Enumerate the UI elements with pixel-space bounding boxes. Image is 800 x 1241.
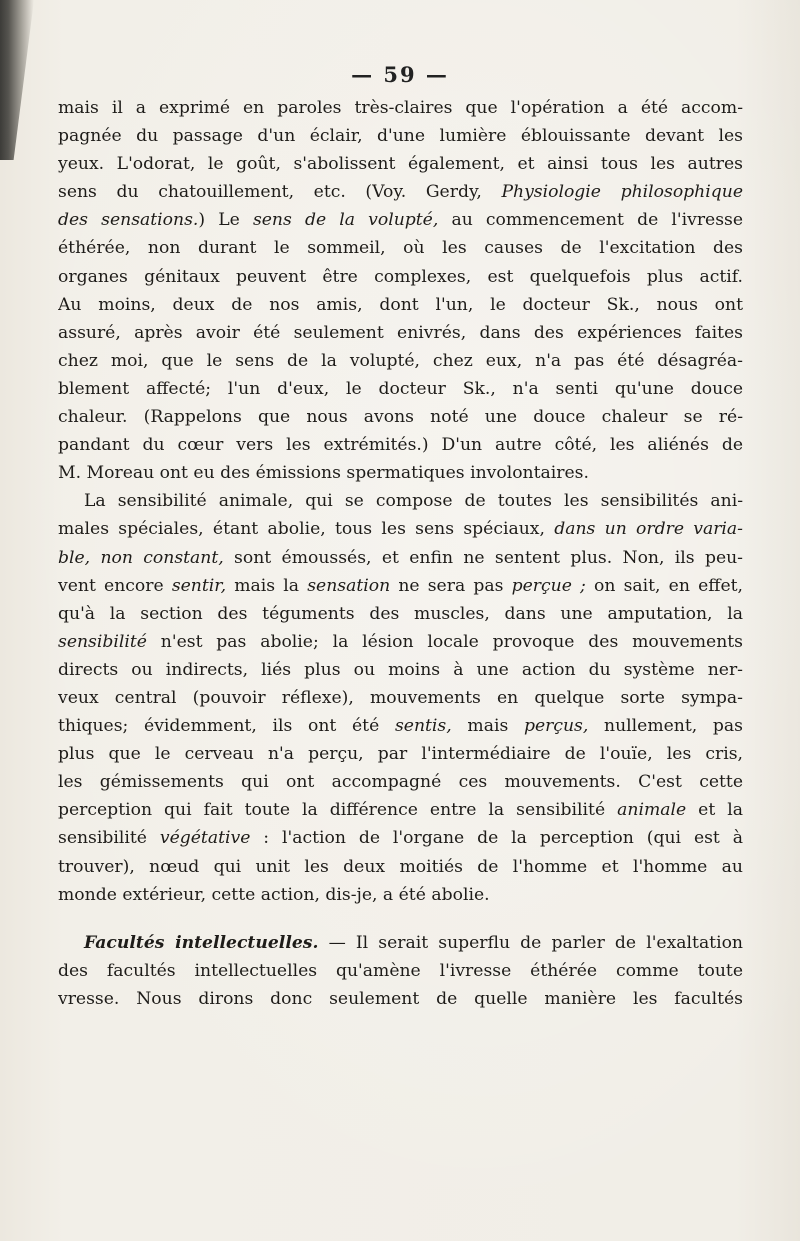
- text-line: [58, 178, 743, 206]
- text-run: assuré, après avoir été seulement enivrés, dans des expériences faites: [58, 322, 743, 343]
- text-run: nullement, pas: [588, 716, 743, 737]
- text-line: [58, 150, 743, 178]
- text-run: sens de la volupté,: [252, 210, 439, 231]
- text-run: perçus,: [523, 716, 589, 737]
- text-run: et la: [686, 800, 743, 821]
- text-line: [58, 544, 743, 572]
- body-text: [58, 94, 743, 1013]
- text-line: [58, 985, 743, 1013]
- text-run: dans un ordre varia-: [554, 519, 743, 540]
- text-run: plus que le cerveau n'a perçu, par l'intermédiaire de l'ouïe, les cris,: [58, 744, 743, 765]
- text-run: ne sera pas: [390, 575, 512, 596]
- text-run: pandant du cœur vers les extrémités.) D'un autre côté, les aliénés de: [58, 435, 743, 456]
- text-line: [58, 600, 743, 628]
- text-line: [58, 628, 743, 656]
- text-line: [58, 515, 743, 543]
- text-run: perçue ;: [511, 575, 586, 596]
- text-line: [58, 94, 743, 122]
- text-run: — Il serait superflu de parler de l'exaltation: [318, 932, 743, 953]
- section-heading-line: [58, 929, 743, 957]
- text-line: [58, 347, 743, 375]
- text-run: vresse. Nous dirons donc seulement de quelle manière les facultés: [58, 988, 743, 1009]
- text-line: [58, 319, 743, 347]
- text-run: Facultés intellectuelles.: [84, 932, 319, 953]
- text-line: [58, 459, 743, 487]
- text-run: ) Le: [198, 210, 253, 231]
- text-run: sentir,: [171, 575, 227, 596]
- text-run: chaleur. (Rappelons que nous avons noté une douce chaleur se ré-: [58, 407, 743, 428]
- text-run: des facultés intellectuelles qu'amène l'ivresse éthérée comme toute: [58, 960, 743, 981]
- text-run: : l'action de l'organe de la perception (qui est à: [250, 828, 743, 849]
- text-run: organes génitaux peuvent être complexes, est quelquefois plus actif.: [58, 266, 743, 287]
- text-run: sensation: [307, 575, 391, 596]
- text-line: [58, 656, 743, 684]
- text-run: blement affecté; l'un d'eux, le docteur Sk., n'a senti qu'une douce: [58, 378, 743, 399]
- text-run: thiques; évidemment, ils ont été: [58, 716, 395, 737]
- text-run: qu'à la section des téguments des muscles, dans une amputation, la: [58, 603, 743, 624]
- text-run: on sait, en effet,: [585, 575, 743, 596]
- text-run: sensibilité: [58, 631, 147, 652]
- text-line: [58, 712, 743, 740]
- text-run: pagnée du passage d'un éclair, d'une lumière éblouissante devant les: [58, 126, 743, 147]
- text-run: monde extérieur, cette action, dis-je, a été abolie.: [58, 884, 490, 905]
- text-run: sens du chatouillement, etc. (Voy. Gerdy,: [58, 182, 502, 203]
- text-line: [58, 291, 743, 319]
- text-run: sensibilité: [58, 828, 160, 849]
- text-run: ble, non constant,: [58, 547, 224, 568]
- text-run: animale: [617, 800, 687, 821]
- page-number: — 59 —: [351, 62, 449, 87]
- text-line: [58, 957, 743, 985]
- text-run: n'est pas abolie; la lésion locale provoque des mouvements: [146, 631, 743, 652]
- text-run: mais: [451, 716, 524, 737]
- text-line: [58, 572, 743, 600]
- text-line: [58, 431, 743, 459]
- text-run: trouver), nœud qui unit les deux moitiés de l'homme et l'homme au: [58, 856, 743, 877]
- text-run: veux central (pouvoir réflexe), mouvements en quelque sorte sympa-: [58, 687, 743, 708]
- text-line: [58, 740, 743, 768]
- text-line: [58, 487, 743, 515]
- text-line: [58, 263, 743, 291]
- text-run: mais il a exprimé en paroles très-claires que l'opération a été accom-: [58, 98, 743, 118]
- text-line: [58, 122, 743, 150]
- text-run: directs ou indirects, liés plus ou moins à une action du système ner-: [58, 659, 743, 680]
- text-run: des sensations.: [58, 210, 199, 231]
- text-run: mais la: [226, 575, 308, 596]
- text-line: [58, 853, 743, 881]
- text-run: au commencement de l'ivresse: [438, 210, 743, 231]
- text-line: [58, 206, 743, 234]
- text-line: [58, 881, 743, 909]
- text-run: M. Moreau ont eu des émissions spermatiques involontaires.: [58, 463, 589, 484]
- text-run: sont émoussés, et enfin ne sentent plus. Non, ils peu-: [223, 547, 743, 568]
- text-line: [58, 768, 743, 796]
- text-line: [58, 796, 743, 824]
- text-line: [58, 684, 743, 712]
- text-run: végétative: [159, 828, 251, 849]
- text-run: Physiologie philosophique: [501, 182, 743, 203]
- text-run: perception qui fait toute la différence entre la sensibilité: [58, 800, 618, 821]
- text-line: [58, 375, 743, 403]
- text-run: yeux. L'odorat, le goût, s'abolissent également, et ainsi tous les autres: [58, 154, 743, 175]
- text-run: les gémissements qui ont accompagné ces mouvements. C'est cette: [58, 772, 743, 793]
- text-run: chez moi, que le sens de la volupté, chez eux, n'a pas été désagréa-: [58, 350, 743, 371]
- text-run: Au moins, deux de nos amis, dont l'un, le docteur Sk., nous ont: [58, 294, 743, 315]
- text-line: [58, 403, 743, 431]
- text-line: [58, 824, 743, 852]
- text-run: La sensibilité animale, qui se compose de toutes les sensibilités ani-: [84, 491, 743, 512]
- text-run: sentis,: [394, 716, 452, 737]
- text-run: vent encore: [58, 575, 172, 596]
- text-run: males spéciales, étant abolie, tous les sens spéciaux,: [58, 519, 555, 540]
- text-run: éthérée, non durant le sommeil, où les causes de l'excitation des: [58, 238, 743, 259]
- text-line: [58, 234, 743, 262]
